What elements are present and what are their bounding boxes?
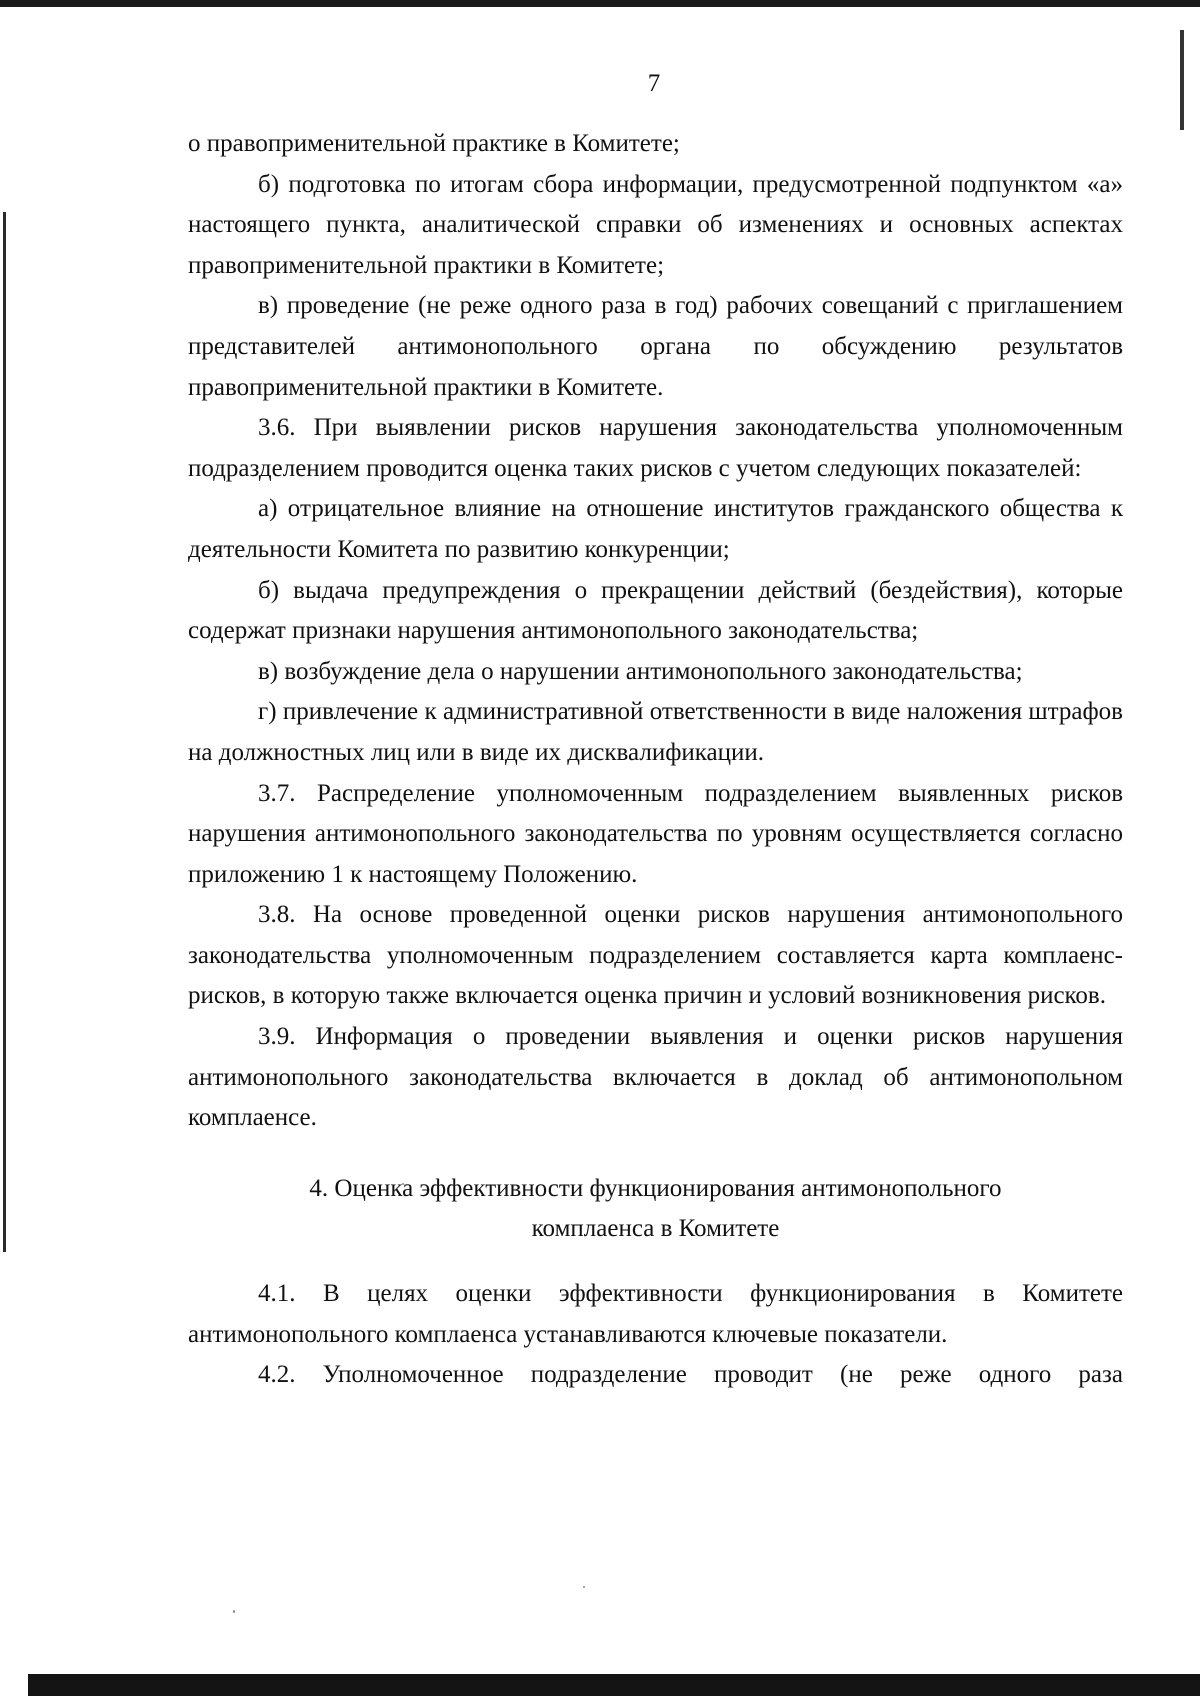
scan-speck (233, 1610, 235, 1613)
paragraph: г) привлечение к административной ответственности в виде наложения штрафов на должностных лиц или в виде их дисквалификации. (188, 698, 1123, 766)
section-heading-line2: комплаенса в Комитете (531, 1215, 780, 1243)
paragraph: 3.6. При выявлении рисков нарушения законодательства уполномоченным подразделением проводится оценка таких рисков с учетом следующих показателей: (188, 414, 1123, 482)
paragraph: о правоприменительной практике в Комитете; (188, 130, 680, 157)
paragraph: 4.1. В целях оценки эффективности функционирования в Комитете антимонопольного комплаенса устанавливаются ключевые показатели. (188, 1280, 1123, 1348)
scan-speck (583, 1586, 585, 1588)
paragraph: в) возбуждение дела о нарушении антимонопольного законодательства; (258, 657, 1023, 685)
paragraph: 3.7. Распределение уполномоченным подразделением выявленных рисков нарушения антимонопольного законодательства по уровням осуществляется согласно приложению 1 к настоящему Положению. (188, 779, 1123, 888)
document-body (188, 124, 1123, 1396)
paragraph: б) выдача предупреждения о прекращении действий (бездействия), которые содержат признаки нарушения антимонопольного законодательства; (188, 576, 1123, 645)
paragraph: 3.9. Информация о проведении выявления и оценки рисков нарушения антимонопольного законодательства включается в доклад об антимонопольном комплаенсе. (188, 1023, 1123, 1132)
paragraph: 4.2. Уполномоченное подразделение проводит (не реже одного раза (258, 1361, 1123, 1389)
scan-edge-bottom (28, 1674, 1200, 1696)
page-number: 7 (647, 70, 661, 97)
paragraph: 3.8. На основе проведенной оценки рисков нарушения антимонопольного законодательства уполномоченным подразделением составляется карта комплаенс-рисков, в которую также включается оценка причин и условий возникновения рисков. (188, 901, 1123, 1010)
paragraph: в) проведение (не реже одного раза в год) рабочих совещаний с приглашением представителей антимонопольного органа по обсуждению результатов правоприменительной практики в Комитете. (188, 292, 1123, 401)
section-heading (188, 1169, 1123, 1250)
paragraph: а) отрицательное влияние на отношение институтов гражданского общества к деятельности Комитета по развитию конкуренции; (188, 495, 1123, 563)
section-heading-line1: 4. Оценка эффективности функционирования антимонопольного (309, 1174, 1002, 1202)
paragraphs-bottom (188, 1274, 1123, 1396)
paragraph: б) подготовка по итогам сбора информации, предусмотренной подпунктом «а» настоящего пункта, аналитической справки об изменениях и основных аспектах правоприменительной практики в Комитете; (188, 170, 1123, 279)
scan-edge-top (0, 0, 1200, 7)
scan-edge-left (3, 212, 6, 1252)
paragraphs-top (188, 124, 1123, 1139)
